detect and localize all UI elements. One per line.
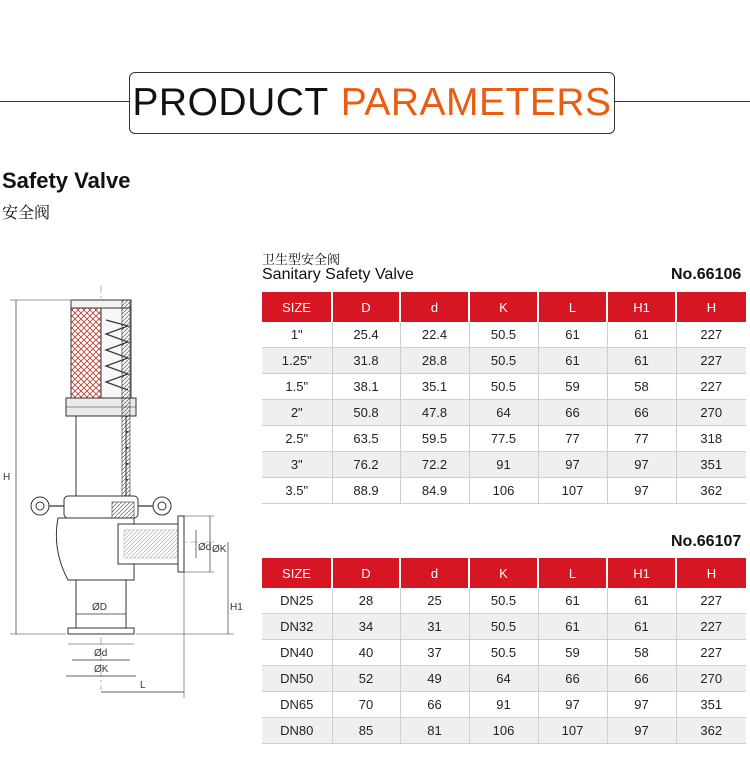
table-cell: 61 — [607, 614, 676, 640]
table-cell: 59 — [538, 374, 607, 400]
table-cell: 40 — [332, 640, 400, 666]
table-row — [262, 478, 746, 504]
dimension-label-D: ØD — [92, 602, 107, 613]
banner-word-parameters: PARAMETERS — [340, 81, 612, 124]
col-header-H1: H1 — [607, 558, 676, 588]
table-cell: 88.9 — [332, 478, 400, 504]
table-row — [262, 640, 746, 666]
table-header-row — [262, 558, 746, 588]
table-cell: 106 — [469, 478, 538, 504]
banner-line-right — [613, 101, 750, 102]
table-cell: 362 — [676, 718, 746, 744]
spec-table-66107 — [262, 558, 746, 744]
table-cell: 50.5 — [469, 374, 538, 400]
table-cell: 97 — [607, 692, 676, 718]
col-header-size: SIZE — [262, 292, 332, 322]
table-cell: 91 — [469, 452, 538, 478]
table-row — [262, 718, 746, 744]
table-cell: 63.5 — [332, 426, 400, 452]
table-cell: 77.5 — [469, 426, 538, 452]
table-cell: 227 — [676, 614, 746, 640]
table-cell: 38.1 — [332, 374, 400, 400]
table-cell: 76.2 — [332, 452, 400, 478]
table-cell: 61 — [538, 588, 607, 614]
table-cell: 66 — [607, 400, 676, 426]
table-cell: 1.5" — [262, 374, 332, 400]
table-cell: 318 — [676, 426, 746, 452]
table-cell: 58 — [607, 640, 676, 666]
col-header-H: H — [676, 558, 746, 588]
banner-line-left — [0, 101, 129, 102]
table-cell: 81 — [400, 718, 469, 744]
table-cell: 85 — [332, 718, 400, 744]
table-cell: 3.5" — [262, 478, 332, 504]
table-cell: 66 — [538, 666, 607, 692]
table-row — [262, 348, 746, 374]
table-cell: 66 — [607, 666, 676, 692]
table-cell: 270 — [676, 666, 746, 692]
table-cell: DN50 — [262, 666, 332, 692]
table-cell: 61 — [607, 322, 676, 348]
col-header-D: D — [332, 558, 400, 588]
table-cell: 107 — [538, 718, 607, 744]
table-cell: 362 — [676, 478, 746, 504]
table-cell: 64 — [469, 400, 538, 426]
table-cell: 77 — [538, 426, 607, 452]
table-cell: DN25 — [262, 588, 332, 614]
dimension-label-H: H — [3, 472, 11, 483]
table-cell: 227 — [676, 348, 746, 374]
table-row — [262, 452, 746, 478]
col-header-K: K — [469, 292, 538, 322]
table-cell: 50.5 — [469, 614, 538, 640]
table-cell: 2" — [262, 400, 332, 426]
dimension-label-H1: H1 — [230, 602, 243, 613]
table-row — [262, 692, 746, 718]
table-cell: 50.5 — [469, 588, 538, 614]
table-cell: 72.2 — [400, 452, 469, 478]
table-cell: 50.5 — [469, 322, 538, 348]
table-cell: 107 — [538, 478, 607, 504]
col-header-L: L — [538, 292, 607, 322]
table-cell: 70 — [332, 692, 400, 718]
table-cell: 25 — [400, 588, 469, 614]
table-cell: 77 — [607, 426, 676, 452]
col-header-d: d — [400, 558, 469, 588]
table-cell: 227 — [676, 588, 746, 614]
table-cell: 25.4 — [332, 322, 400, 348]
table-cell: 97 — [607, 718, 676, 744]
table-cell: 37 — [400, 640, 469, 666]
dimension-label-outlet-d: Ød — [198, 542, 212, 553]
valve-technical-drawing — [0, 280, 250, 710]
table-cell: DN40 — [262, 640, 332, 666]
section-subtitle-cn: 卫生型安全阀 — [262, 253, 341, 268]
dimension-label-bottom-d: Ød — [94, 648, 108, 659]
table-cell: 106 — [469, 718, 538, 744]
table-cell: 1" — [262, 322, 332, 348]
table-cell: 61 — [538, 348, 607, 374]
table-cell: 1.25" — [262, 348, 332, 374]
table-cell: 31.8 — [332, 348, 400, 374]
table-cell: 66 — [538, 400, 607, 426]
table-cell: 58 — [607, 374, 676, 400]
table-cell: 351 — [676, 692, 746, 718]
table-cell: 61 — [607, 348, 676, 374]
table-cell: 61 — [607, 588, 676, 614]
dimension-label-L: L — [140, 680, 146, 691]
col-header-L: L — [538, 558, 607, 588]
table-cell: 35.1 — [400, 374, 469, 400]
model-number-66106: No.66106 — [671, 266, 742, 283]
dimension-label-bottom-K: ØK — [94, 664, 109, 675]
table-cell: 61 — [538, 614, 607, 640]
table-cell: 50.5 — [469, 348, 538, 374]
table-cell: 97 — [607, 478, 676, 504]
table-cell: 47.8 — [400, 400, 469, 426]
dimension-label-outlet-K: ØK — [212, 544, 227, 555]
table-cell: 52 — [332, 666, 400, 692]
table-row — [262, 666, 746, 692]
col-header-size: SIZE — [262, 558, 332, 588]
table-cell: DN32 — [262, 614, 332, 640]
table-cell: DN65 — [262, 692, 332, 718]
section-subtitle-en: Sanitary Safety Valve — [262, 266, 414, 283]
table-cell: 22.4 — [400, 322, 469, 348]
model-number-66107: No.66107 — [671, 533, 742, 550]
table-cell: 97 — [607, 452, 676, 478]
table-cell: 66 — [400, 692, 469, 718]
col-header-H1: H1 — [607, 292, 676, 322]
banner-word-product: PRODUCT — [132, 81, 329, 124]
table-row — [262, 614, 746, 640]
table-cell: 59 — [538, 640, 607, 666]
page-banner — [129, 72, 615, 134]
col-header-H: H — [676, 292, 746, 322]
table-cell: 50.5 — [469, 640, 538, 666]
table-cell: 84.9 — [400, 478, 469, 504]
table-cell: 61 — [538, 322, 607, 348]
table-cell: 227 — [676, 322, 746, 348]
spec-table-66106 — [262, 292, 746, 504]
table-cell: 59.5 — [400, 426, 469, 452]
col-header-D: D — [332, 292, 400, 322]
table-row — [262, 588, 746, 614]
product-title-cn: 安全阀 — [2, 203, 51, 222]
table-cell: 91 — [469, 692, 538, 718]
table-cell: 97 — [538, 692, 607, 718]
table-cell: 351 — [676, 452, 746, 478]
table-cell: 3" — [262, 452, 332, 478]
table-cell: 50.8 — [332, 400, 400, 426]
table-cell: 34 — [332, 614, 400, 640]
table-cell: 97 — [538, 452, 607, 478]
table-cell: 28 — [332, 588, 400, 614]
table-cell: 28.8 — [400, 348, 469, 374]
table-cell: 227 — [676, 640, 746, 666]
col-header-K: K — [469, 558, 538, 588]
table-cell: 2.5" — [262, 426, 332, 452]
table-cell: 64 — [469, 666, 538, 692]
table-cell: 270 — [676, 400, 746, 426]
table-row — [262, 400, 746, 426]
table-row — [262, 374, 746, 400]
table-cell: DN80 — [262, 718, 332, 744]
table-cell: 49 — [400, 666, 469, 692]
table-row — [262, 426, 746, 452]
table-row — [262, 322, 746, 348]
table-cell: 31 — [400, 614, 469, 640]
product-title-en: Safety Valve — [2, 168, 131, 193]
table-header-row — [262, 292, 746, 322]
col-header-d: d — [400, 292, 469, 322]
table-cell: 227 — [676, 374, 746, 400]
